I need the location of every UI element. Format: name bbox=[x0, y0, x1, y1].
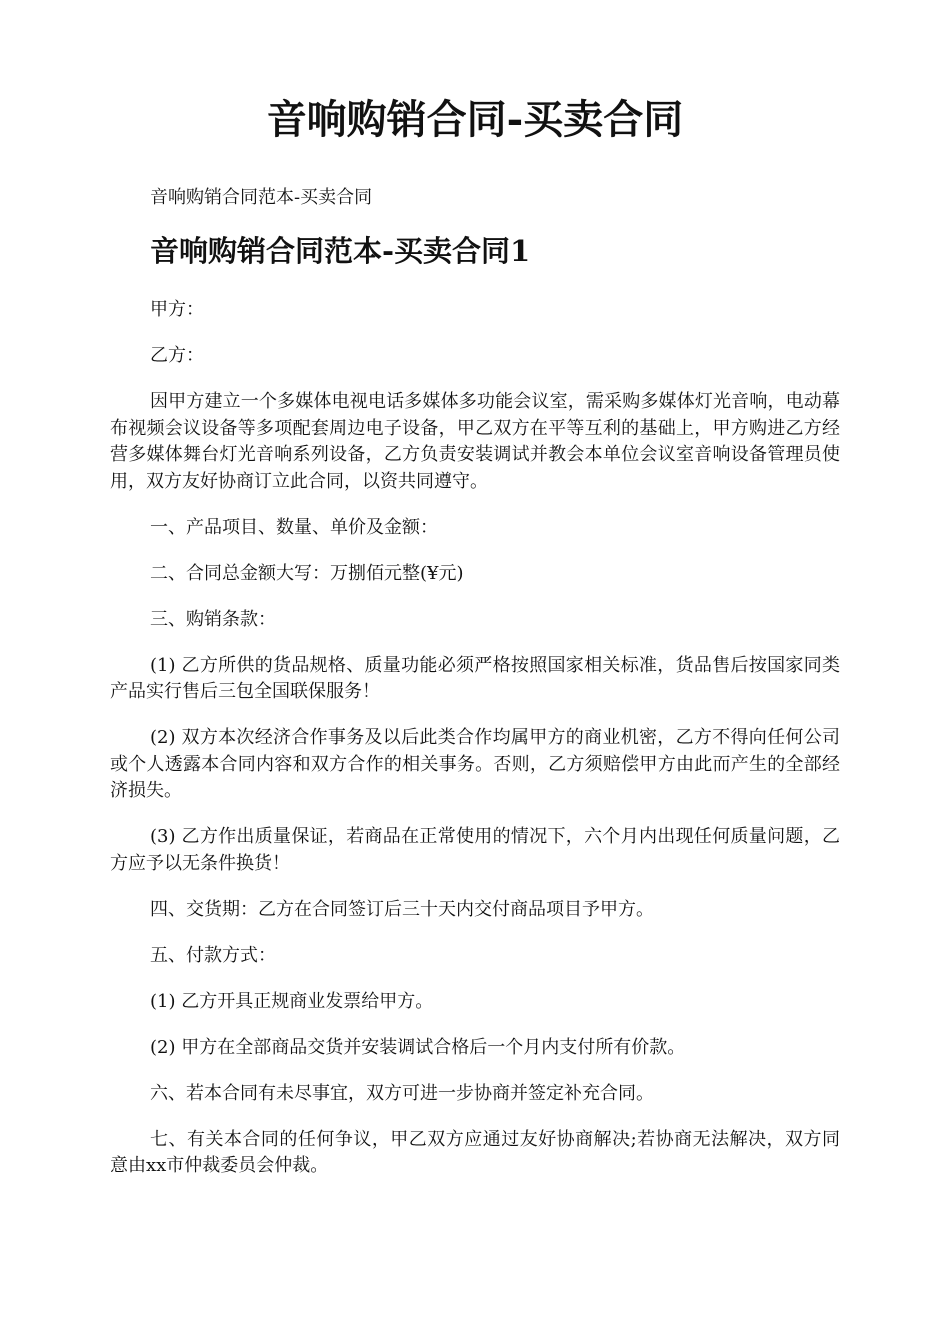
clause-3-item-3: (3) 乙方作出质量保证，若商品在正常使用的情况下，六个月内出现任何质量问题，乙方应予以无条件换货！ bbox=[110, 826, 840, 874]
contract-body bbox=[110, 297, 840, 1199]
clause-5-item-1: (1) 乙方开具正规商业发票给甲方。 bbox=[150, 990, 434, 1012]
clause-1-products: 一、产品项目、数量、单价及金额： bbox=[150, 516, 438, 538]
clause-3-terms: 三、购销条款： bbox=[150, 608, 276, 630]
clause-7-disputes: 七、有关本合同的任何争议，甲乙双方应通过友好协商解决;若协商无法解决，双方同意由xx市仲裁委员会仲裁。 bbox=[110, 1128, 840, 1176]
clause-6-supplement: 六、若本合同有未尽事宜，双方可进一步协商并签定补充合同。 bbox=[150, 1082, 654, 1104]
clause-2-total-amount: 二、合同总金额大写：万捌佰元整(¥元) bbox=[150, 562, 464, 584]
document-title: 音响购销合同-买卖合同 bbox=[266, 96, 684, 143]
clause-3-item-2: (2) 双方本次经济合作事务及以后此类合作均属甲方的商业机密，乙方不得向任何公司或个人透露本合同内容和双方合作的相关事务。否则，乙方须赔偿甲方由此而产生的全部经济损失。 bbox=[110, 727, 840, 801]
clause-5-payment: 五、付款方式： bbox=[150, 944, 276, 966]
preamble-paragraph: 因甲方建立一个多媒体电视电话多媒体多功能会议室，需采购多媒体灯光音响，电动幕布视频会议设备等多项配套周边电子设备，甲乙双方在平等互利的基础上，甲方购进乙方经营多媒体舞台灯光音响系列设备，乙方负责安装调试并教会本单位会议室音响设备管理员使用，双方友好协商订立此合同，以资共同遵守。 bbox=[110, 391, 840, 492]
section-heading: 音响购销合同范本-买卖合同1 bbox=[150, 234, 531, 268]
party-b-line: 乙方： bbox=[150, 345, 204, 366]
clause-4-delivery: 四、交货期：乙方在合同签订后三十天内交付商品项目予甲方。 bbox=[150, 898, 654, 920]
clause-3-item-1: (1) 乙方所供的货品规格、质量功能必须严格按照国家相关标准，货品售后按国家同类产品实行售后三包全国联保服务！ bbox=[110, 654, 840, 702]
document-subtitle: 音响购销合同范本-买卖合同 bbox=[150, 187, 373, 208]
clause-5-item-2: (2) 甲方在全部商品交货并安装调试合格后一个月内支付所有价款。 bbox=[150, 1036, 686, 1058]
party-a-line: 甲方： bbox=[150, 299, 204, 320]
